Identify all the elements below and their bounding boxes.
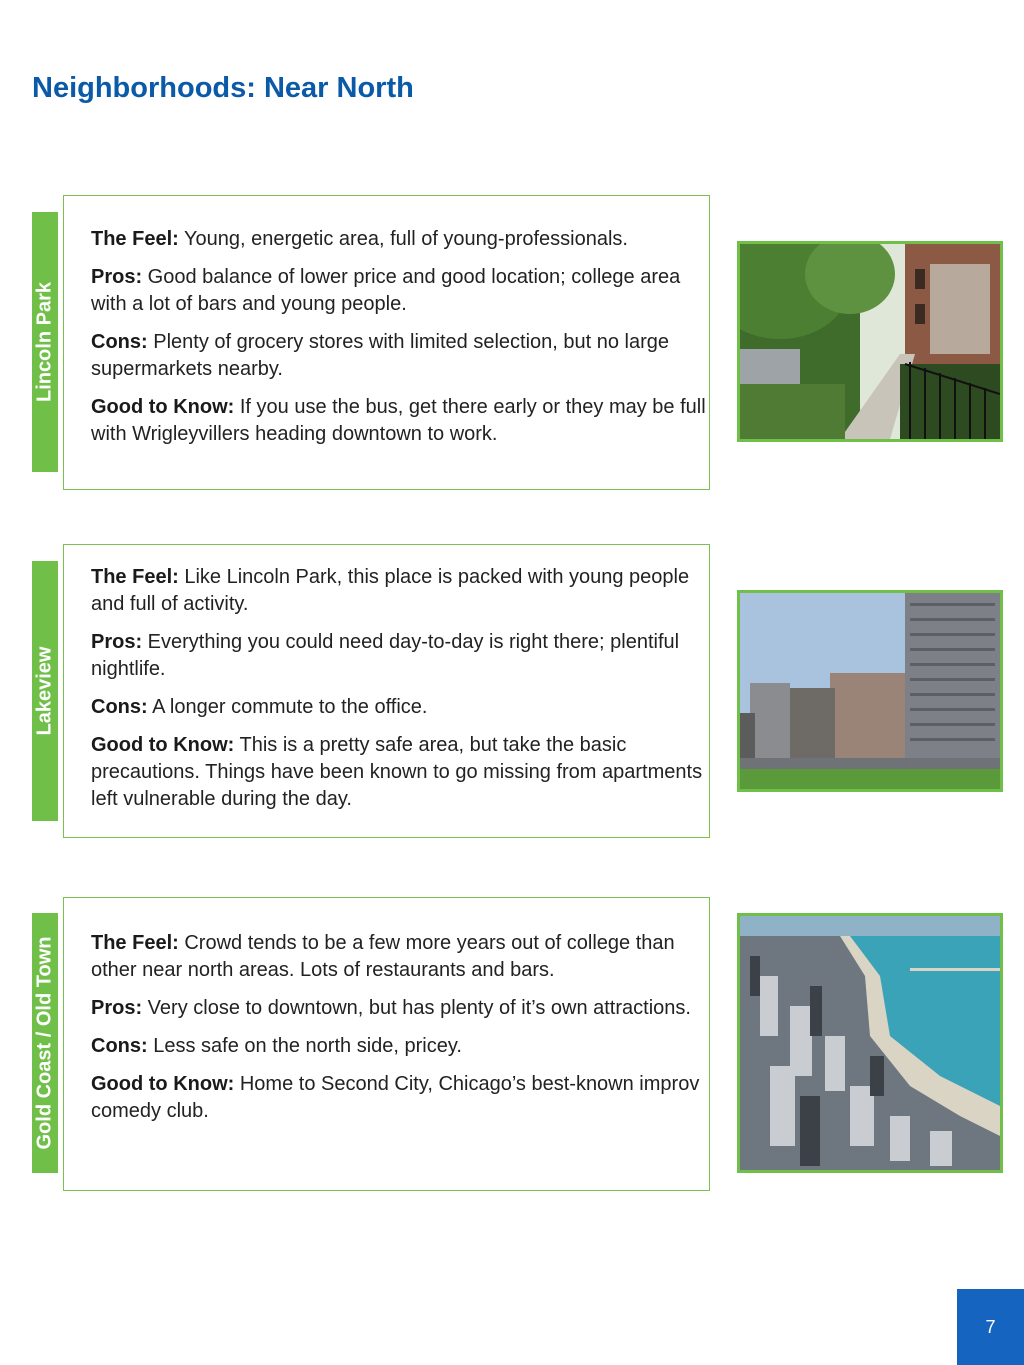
good-to-know-paragraph: Good to Know: Home to Second City, Chicago’s best-known improv comedy club. bbox=[91, 1073, 700, 1122]
page-number-badge bbox=[957, 1289, 1024, 1365]
info-box bbox=[63, 544, 710, 838]
page-number: 7 bbox=[985, 1316, 996, 1337]
feel-paragraph: The Feel: Crowd tends to be a few more years out of college than other near north areas. Lots of restaurants and bars. bbox=[91, 932, 675, 981]
section-tab-label: Lakeview bbox=[33, 646, 56, 736]
info-box bbox=[63, 195, 710, 490]
info-box bbox=[63, 897, 710, 1191]
cons-paragraph: Cons: Plenty of grocery stores with limited selection, but no large supermarkets nearby. bbox=[91, 331, 670, 380]
cons-paragraph: Cons: Less safe on the north side, pricey. bbox=[91, 1035, 462, 1057]
section-tab-label: Gold Coast / Old Town bbox=[33, 936, 56, 1150]
cons-paragraph: Cons: A longer commute to the office. bbox=[91, 696, 428, 718]
section-tab bbox=[32, 913, 58, 1173]
good-to-know-paragraph: Good to Know: This is a pretty safe area, but take the basic precautions. Things have been known to go missing from apartments left vulnerable during the day. bbox=[91, 734, 703, 810]
section-tab-label: Lincoln Park bbox=[33, 281, 56, 403]
good-to-know-paragraph: Good to Know: If you use the bus, get there early or they may be full with Wrigleyvillers heading downtown to work. bbox=[91, 396, 706, 445]
feel-paragraph: The Feel: Young, energetic area, full of young-professionals. bbox=[91, 228, 628, 250]
aerial-lakefront-photo bbox=[737, 913, 1003, 1173]
pros-paragraph: Pros: Good balance of lower price and good location; college area with a lot of bars and young people. bbox=[91, 266, 681, 315]
section-tab bbox=[32, 561, 58, 821]
street-photo bbox=[737, 241, 1003, 442]
page-title: Neighborhoods: Near North bbox=[32, 72, 414, 104]
skyline-photo bbox=[737, 590, 1003, 792]
pros-paragraph: Pros: Everything you could need day-to-day is right there; plentiful nightlife. bbox=[91, 631, 680, 680]
feel-paragraph: The Feel: Like Lincoln Park, this place is packed with young people and full of activity. bbox=[91, 566, 690, 615]
pros-paragraph: Pros: Very close to downtown, but has plenty of it’s own attractions. bbox=[91, 997, 691, 1019]
section-tab bbox=[32, 212, 58, 472]
